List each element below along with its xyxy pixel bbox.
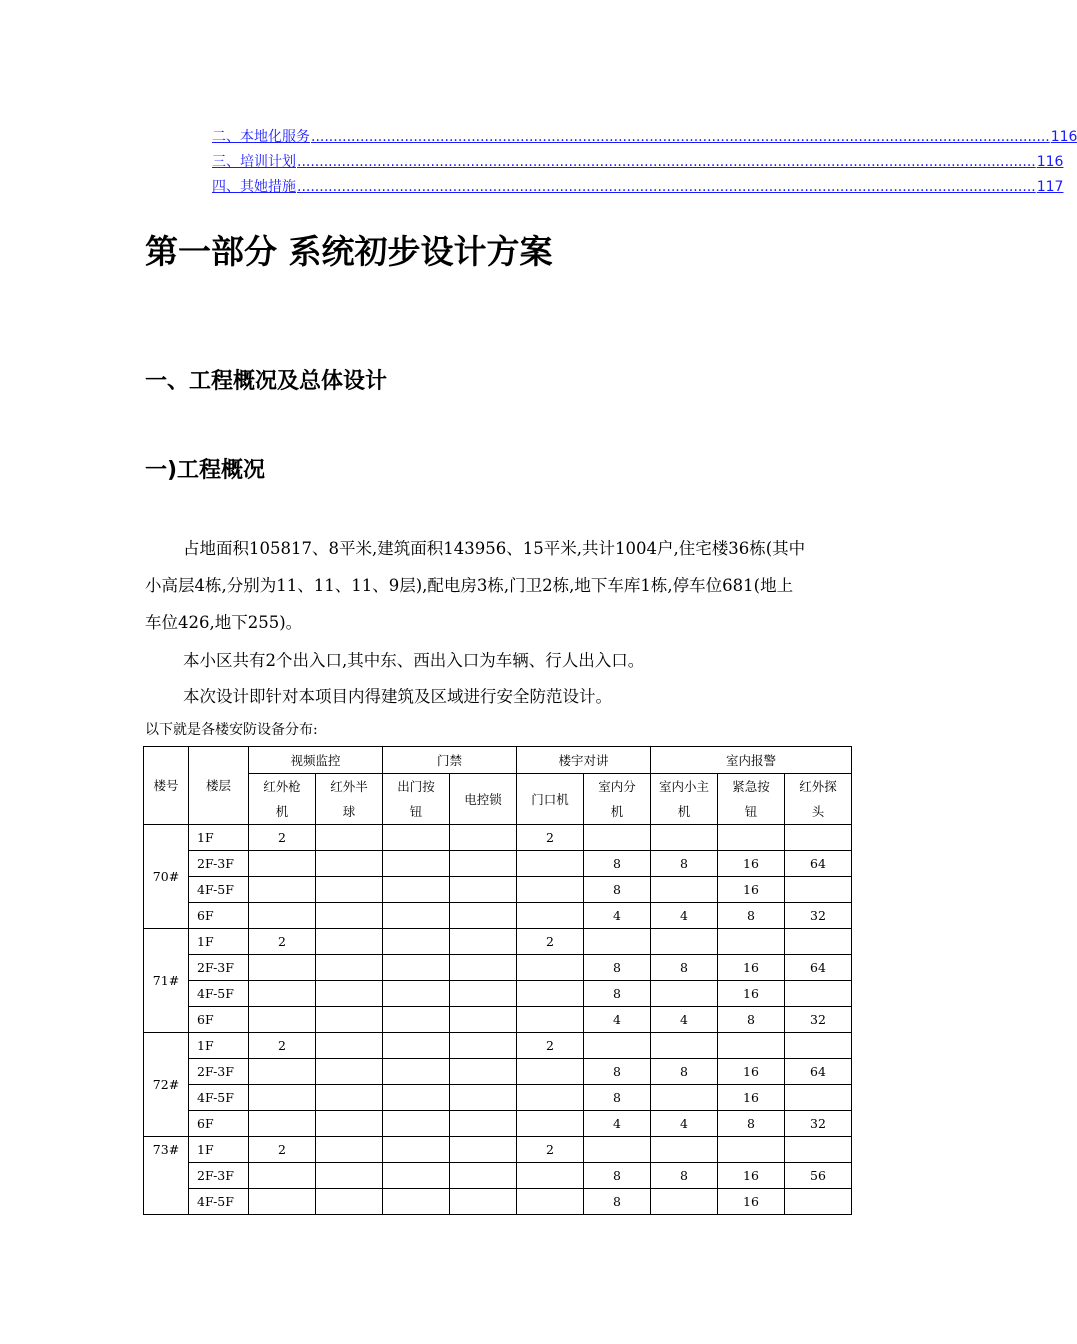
toc-leader-dots: ......................................................................................................................................................................: [297, 154, 1036, 170]
quantity-cell: [651, 1189, 718, 1215]
quantity-cell: [517, 1007, 584, 1033]
quantity-cell: 4: [584, 903, 651, 929]
quantity-cell: [316, 955, 383, 981]
quantity-cell: [383, 1137, 450, 1163]
quantity-cell: [584, 929, 651, 955]
section-title: 一、工程概况及总体设计: [145, 369, 388, 394]
floor-cell: 6F: [189, 1111, 249, 1137]
quantity-cell: [383, 1189, 450, 1215]
quantity-cell: 2: [517, 929, 584, 955]
quantity-cell: [517, 1059, 584, 1085]
floor-cell: 2F-3F: [189, 1059, 249, 1085]
quantity-cell: [450, 1033, 517, 1059]
header-group: 室内报警: [651, 747, 852, 774]
table-caption: 以下就是各楼安防设备分布:: [145, 722, 318, 738]
quantity-cell: [249, 1085, 316, 1111]
quantity-cell: 16: [718, 851, 785, 877]
quantity-cell: [383, 1085, 450, 1111]
quantity-cell: 8: [584, 1059, 651, 1085]
table-row: [144, 851, 852, 877]
floor-cell: 4F-5F: [189, 1085, 249, 1111]
quantity-cell: 56: [785, 1163, 852, 1189]
quantity-cell: [450, 825, 517, 851]
floor-cell: 1F: [189, 929, 249, 955]
quantity-cell: [316, 981, 383, 1007]
quantity-cell: [249, 903, 316, 929]
table-subheader-row: [144, 774, 852, 825]
quantity-cell: [584, 1033, 651, 1059]
floor-cell: 6F: [189, 903, 249, 929]
quantity-cell: 2: [517, 1033, 584, 1059]
floor-cell: 1F: [189, 1033, 249, 1059]
quantity-cell: 2: [249, 825, 316, 851]
subheader: 红外探 头: [785, 774, 852, 825]
floor-cell: 2F-3F: [189, 1163, 249, 1189]
quantity-cell: 2: [517, 1137, 584, 1163]
quantity-cell: [316, 1085, 383, 1111]
quantity-cell: [316, 1007, 383, 1033]
subheader: 红外半 球: [316, 774, 383, 825]
paragraph-entrances: 本小区共有2个出入口,其中东、西出入口为车辆、行人出入口。: [183, 651, 645, 670]
subsection-title: 一)工程概况: [145, 458, 266, 483]
quantity-cell: [316, 877, 383, 903]
table-row: [144, 1111, 852, 1137]
quantity-cell: 8: [584, 981, 651, 1007]
quantity-cell: 16: [718, 877, 785, 903]
quantity-cell: 4: [584, 1007, 651, 1033]
quantity-cell: [651, 1137, 718, 1163]
toc-title: 二、本地化服务: [212, 129, 310, 145]
quantity-cell: 32: [785, 1007, 852, 1033]
quantity-cell: 16: [718, 955, 785, 981]
floor-cell: 4F-5F: [189, 877, 249, 903]
quantity-cell: [249, 1163, 316, 1189]
subheader: 紧急按 钮: [718, 774, 785, 825]
toc-link-other-measures[interactable]: [212, 177, 1064, 195]
toc-page: 116: [1050, 129, 1077, 145]
table-row: [144, 903, 852, 929]
subheader: 室内小主 机: [651, 774, 718, 825]
quantity-cell: [517, 877, 584, 903]
quantity-cell: [517, 1163, 584, 1189]
quantity-cell: 8: [584, 955, 651, 981]
table-row: [144, 877, 852, 903]
quantity-cell: [517, 1189, 584, 1215]
equipment-table: [143, 746, 852, 1215]
table-row: [144, 1059, 852, 1085]
building-cell: 73#: [144, 1137, 189, 1215]
quantity-cell: [651, 877, 718, 903]
header-group: 门禁: [383, 747, 517, 774]
quantity-cell: 32: [785, 1111, 852, 1137]
quantity-cell: [517, 1111, 584, 1137]
quantity-cell: 32: [785, 903, 852, 929]
quantity-cell: [383, 903, 450, 929]
quantity-cell: [383, 1059, 450, 1085]
quantity-cell: [383, 1163, 450, 1189]
toc-link-training[interactable]: [212, 152, 1064, 170]
header-group: 楼宇对讲: [517, 747, 651, 774]
quantity-cell: [450, 1137, 517, 1163]
quantity-cell: [651, 1033, 718, 1059]
quantity-cell: [785, 981, 852, 1007]
header-building: 楼号: [144, 747, 189, 825]
quantity-cell: [383, 929, 450, 955]
quantity-cell: 64: [785, 1059, 852, 1085]
quantity-cell: 2: [249, 1137, 316, 1163]
floor-cell: 2F-3F: [189, 851, 249, 877]
quantity-cell: [450, 1085, 517, 1111]
quantity-cell: 16: [718, 1163, 785, 1189]
quantity-cell: [450, 1163, 517, 1189]
quantity-cell: [517, 981, 584, 1007]
quantity-cell: [785, 929, 852, 955]
header-floor: 楼层: [189, 747, 249, 825]
quantity-cell: 4: [651, 903, 718, 929]
quantity-cell: [249, 1059, 316, 1085]
quantity-cell: 4: [651, 1111, 718, 1137]
quantity-cell: [316, 1033, 383, 1059]
part-title: 第一部分 系统初步设计方案: [145, 232, 553, 271]
quantity-cell: [450, 981, 517, 1007]
toc-title: 三、培训计划: [212, 154, 296, 170]
quantity-cell: [517, 903, 584, 929]
paragraph-site-area: 占地面积105817、8平米,建筑面积143956、15平米,共计1004户,住宅楼36栋(其中小高层4栋,分别为11、11、11、9层),配电房3栋,门卫2栋,地下车库1栋,停车位681(地上车位426,地下255)。: [145, 539, 806, 632]
quantity-cell: 4: [584, 1111, 651, 1137]
quantity-cell: [450, 1007, 517, 1033]
quantity-cell: 8: [718, 1111, 785, 1137]
quantity-cell: [584, 1137, 651, 1163]
quantity-cell: [249, 1111, 316, 1137]
quantity-cell: [651, 1085, 718, 1111]
paragraph-design-scope: 本次设计即针对本项目内得建筑及区域进行安全防范设计。: [183, 687, 612, 706]
quantity-cell: [316, 1163, 383, 1189]
subheader: 红外枪 机: [249, 774, 316, 825]
toc-page: 117: [1036, 179, 1064, 195]
quantity-cell: 16: [718, 1059, 785, 1085]
quantity-cell: [249, 877, 316, 903]
table-row: [144, 1085, 852, 1111]
table-row: [144, 1189, 852, 1215]
quantity-cell: 2: [249, 929, 316, 955]
quantity-cell: [517, 1085, 584, 1111]
quantity-cell: [383, 955, 450, 981]
header-group: 视频监控: [249, 747, 383, 774]
quantity-cell: [651, 825, 718, 851]
quantity-cell: [718, 825, 785, 851]
table-row: [144, 1137, 852, 1163]
quantity-cell: [383, 1007, 450, 1033]
quantity-cell: 8: [651, 955, 718, 981]
quantity-cell: 8: [718, 903, 785, 929]
quantity-cell: [383, 825, 450, 851]
quantity-cell: 4: [651, 1007, 718, 1033]
quantity-cell: [316, 1059, 383, 1085]
table-row: [144, 981, 852, 1007]
building-cell: 70#: [144, 825, 189, 929]
quantity-cell: [383, 1033, 450, 1059]
quantity-cell: [249, 1189, 316, 1215]
subheader: 室内分 机: [584, 774, 651, 825]
building-cell: 72#: [144, 1033, 189, 1137]
quantity-cell: [316, 903, 383, 929]
quantity-cell: 8: [584, 1085, 651, 1111]
quantity-cell: [785, 877, 852, 903]
quantity-cell: [718, 1033, 785, 1059]
quantity-cell: [450, 851, 517, 877]
quantity-cell: 2: [249, 1033, 316, 1059]
quantity-cell: [584, 825, 651, 851]
quantity-cell: 8: [718, 1007, 785, 1033]
building-cell: 71#: [144, 929, 189, 1033]
table-row: [144, 955, 852, 981]
table-row: [144, 1033, 852, 1059]
quantity-cell: [517, 955, 584, 981]
quantity-cell: [785, 1137, 852, 1163]
quantity-cell: [316, 825, 383, 851]
table-body: [144, 747, 852, 1215]
quantity-cell: [785, 1033, 852, 1059]
table-header-row: [144, 747, 852, 774]
quantity-cell: [249, 981, 316, 1007]
quantity-cell: 64: [785, 851, 852, 877]
table-row: [144, 825, 852, 851]
table-row: [144, 929, 852, 955]
floor-cell: 1F: [189, 825, 249, 851]
floor-cell: 2F-3F: [189, 955, 249, 981]
quantity-cell: [651, 929, 718, 955]
toc-link-localization[interactable]: [212, 127, 1077, 145]
quantity-cell: 8: [584, 851, 651, 877]
subheader: 电控锁: [450, 774, 517, 825]
quantity-cell: [249, 851, 316, 877]
quantity-cell: 2: [517, 825, 584, 851]
quantity-cell: [316, 1111, 383, 1137]
toc-page: 116: [1036, 154, 1064, 170]
floor-cell: 6F: [189, 1007, 249, 1033]
quantity-cell: 8: [584, 1163, 651, 1189]
toc-title: 四、其她措施: [212, 179, 296, 195]
quantity-cell: [450, 877, 517, 903]
quantity-cell: 64: [785, 955, 852, 981]
quantity-cell: [517, 851, 584, 877]
toc-leader-dots: ......................................................................................................................................................................: [311, 129, 1050, 145]
quantity-cell: [450, 1059, 517, 1085]
quantity-cell: [718, 929, 785, 955]
quantity-cell: [718, 1137, 785, 1163]
quantity-cell: [383, 981, 450, 1007]
quantity-cell: [316, 1137, 383, 1163]
subheader: 出门按 钮: [383, 774, 450, 825]
quantity-cell: 8: [651, 1163, 718, 1189]
quantity-cell: [383, 1111, 450, 1137]
quantity-cell: [785, 1085, 852, 1111]
floor-cell: 1F: [189, 1137, 249, 1163]
floor-cell: 4F-5F: [189, 981, 249, 1007]
quantity-cell: 8: [584, 877, 651, 903]
quantity-cell: 16: [718, 1189, 785, 1215]
quantity-cell: [316, 929, 383, 955]
toc-leader-dots: ......................................................................................................................................................................: [297, 179, 1036, 195]
quantity-cell: [249, 955, 316, 981]
quantity-cell: 8: [584, 1189, 651, 1215]
quantity-cell: [383, 851, 450, 877]
table-row: [144, 1007, 852, 1033]
quantity-cell: [450, 955, 517, 981]
floor-cell: 4F-5F: [189, 1189, 249, 1215]
quantity-cell: [316, 851, 383, 877]
quantity-cell: [785, 825, 852, 851]
quantity-cell: [450, 1189, 517, 1215]
quantity-cell: [651, 981, 718, 1007]
quantity-cell: [316, 1189, 383, 1215]
quantity-cell: 8: [651, 1059, 718, 1085]
quantity-cell: 16: [718, 1085, 785, 1111]
quantity-cell: [450, 903, 517, 929]
quantity-cell: 8: [651, 851, 718, 877]
table-row: [144, 1163, 852, 1189]
subheader: 门口机: [517, 774, 584, 825]
quantity-cell: [450, 1111, 517, 1137]
quantity-cell: [450, 929, 517, 955]
quantity-cell: [249, 1007, 316, 1033]
quantity-cell: 16: [718, 981, 785, 1007]
quantity-cell: [785, 1189, 852, 1215]
quantity-cell: [383, 877, 450, 903]
